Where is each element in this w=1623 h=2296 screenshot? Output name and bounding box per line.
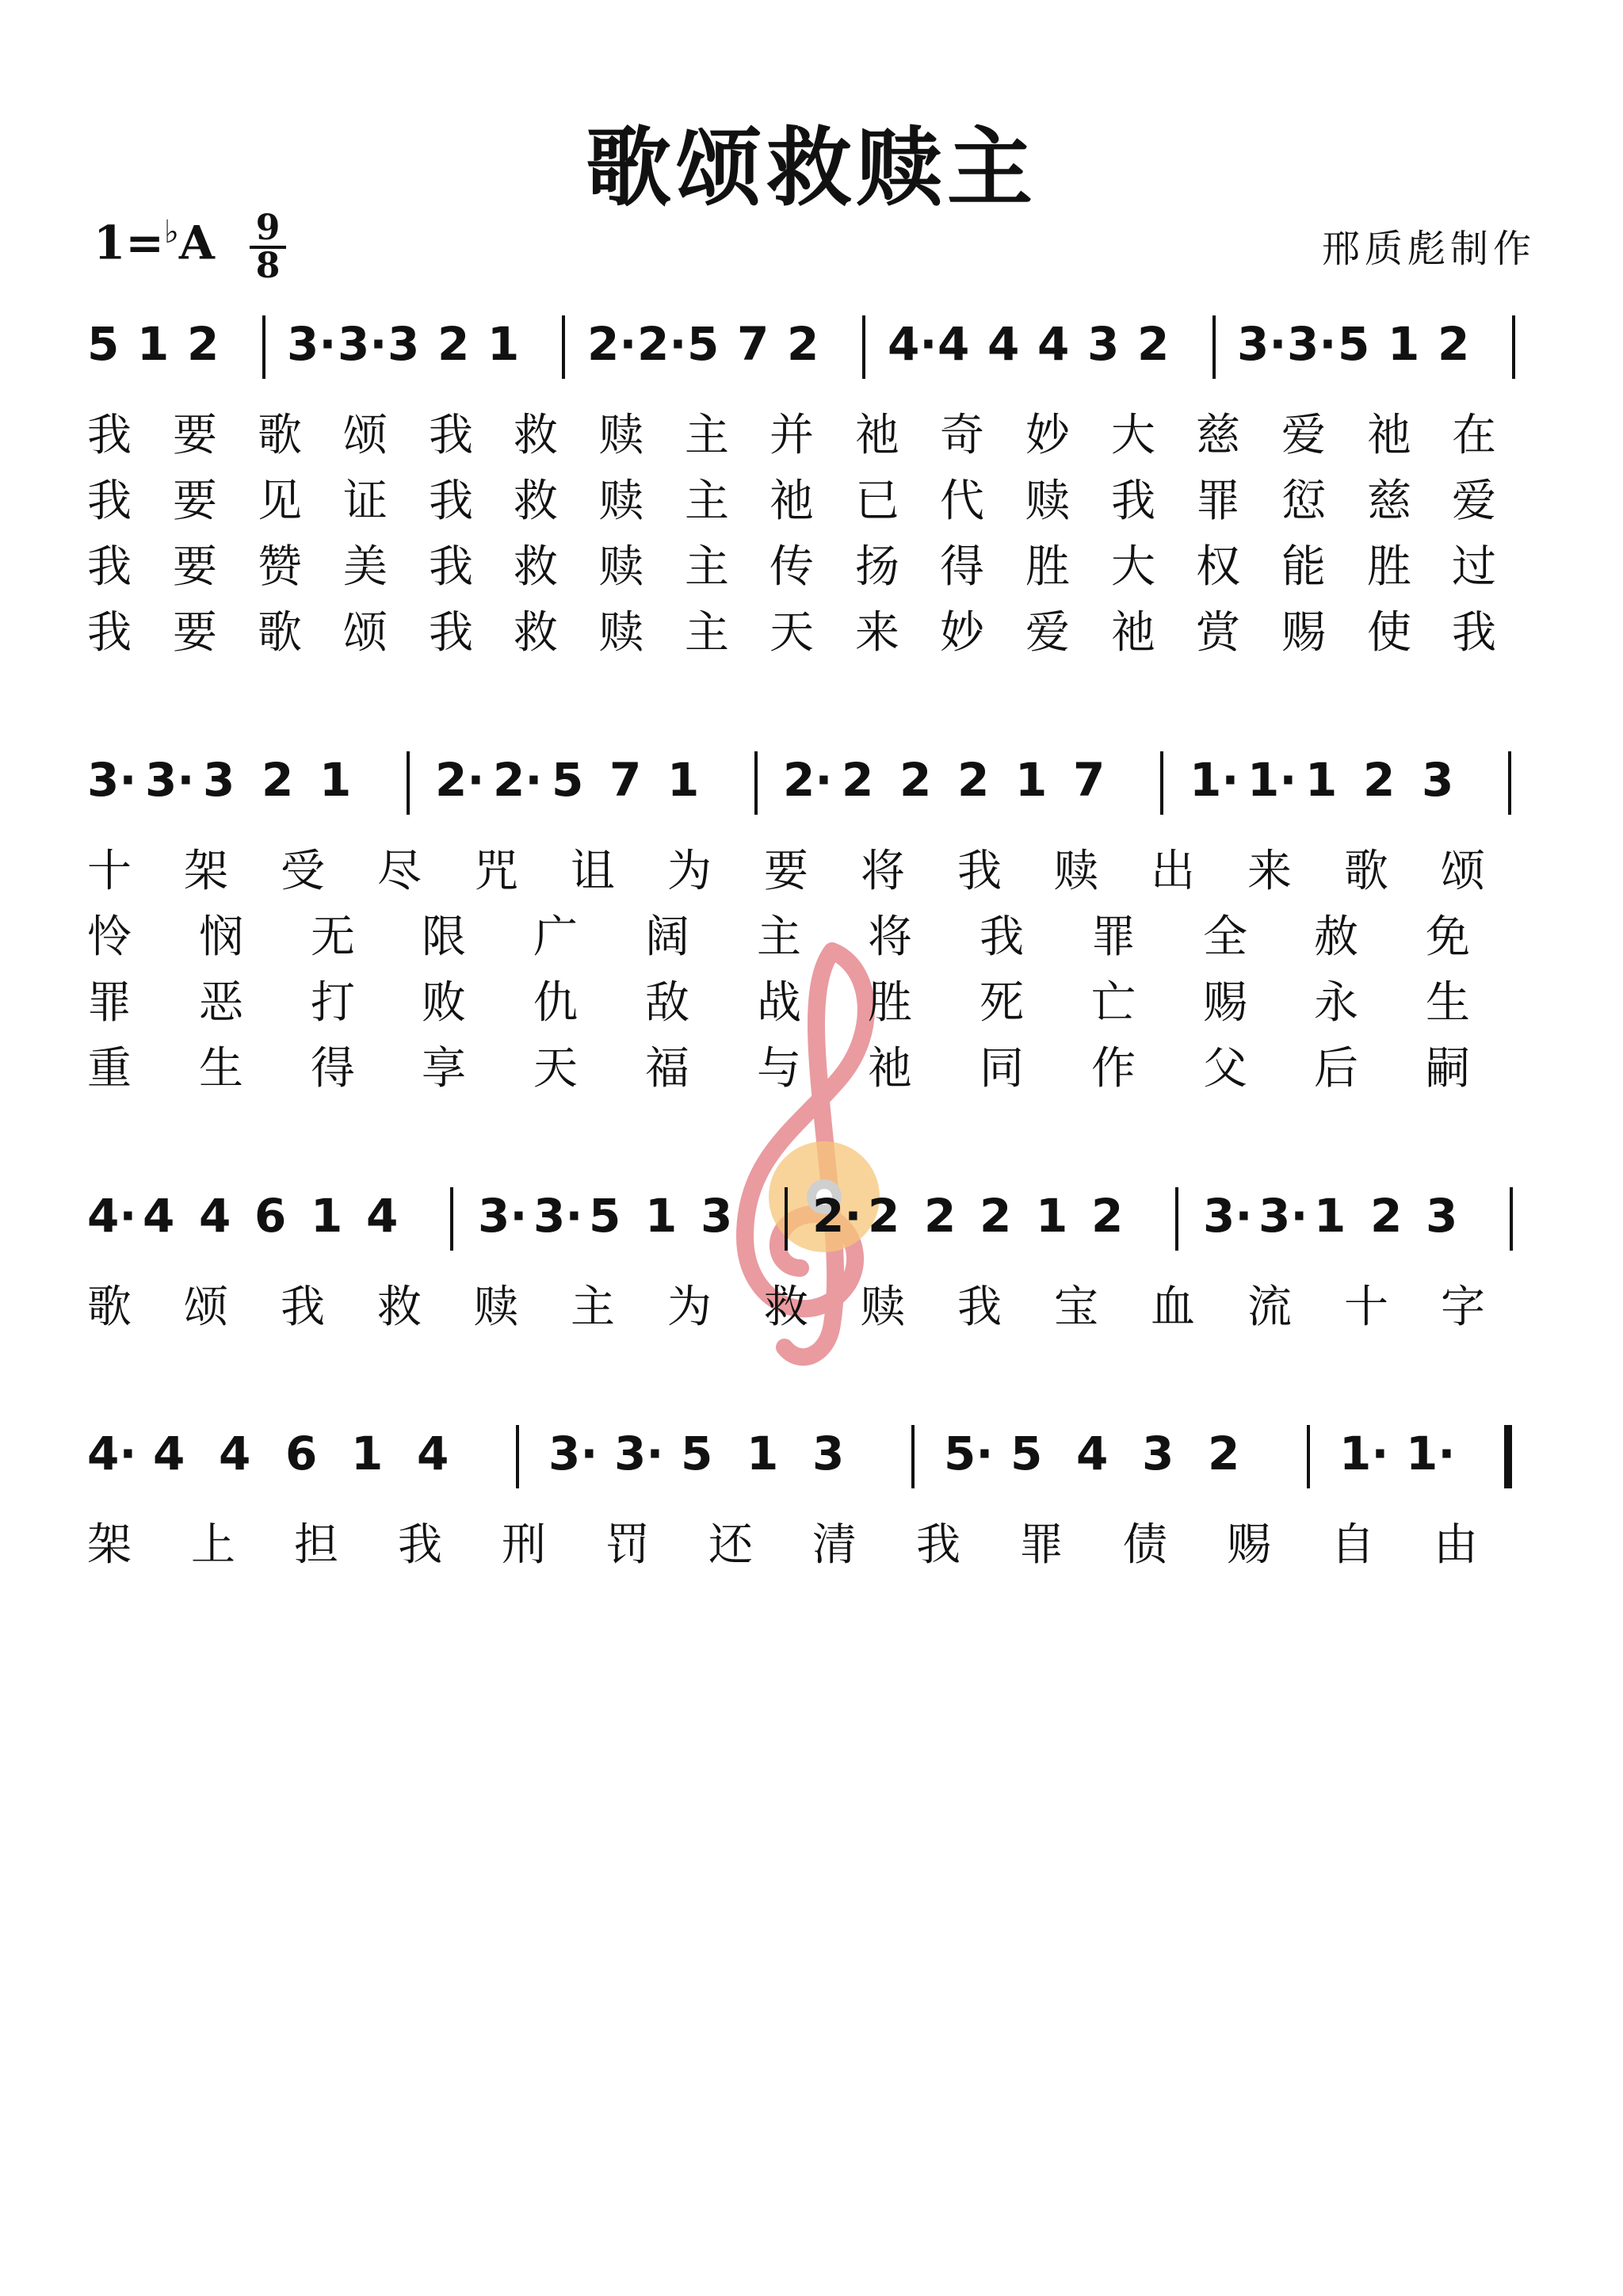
note: 5	[1338, 317, 1370, 371]
lyric-char: 由	[1434, 1519, 1478, 1571]
note: 4	[987, 317, 1020, 371]
lyric-char: 架	[87, 1519, 132, 1571]
lyric-char: 刑	[502, 1519, 546, 1571]
lyric-char: 来	[1247, 846, 1292, 897]
lyric-char: 祂	[1111, 607, 1155, 659]
lyric-char: 父	[1203, 1043, 1247, 1095]
note: 2	[1091, 1189, 1124, 1243]
lyric-char: 救	[377, 1282, 422, 1333]
lyric-char: 享	[422, 1043, 466, 1095]
lyric-char: 流	[1247, 1282, 1292, 1333]
lyric-char: 胜	[1025, 541, 1070, 593]
lyric-char: 受	[281, 846, 325, 897]
lyric-char: 十	[1344, 1282, 1388, 1333]
barline	[862, 315, 865, 379]
barline	[562, 315, 565, 379]
note: 3	[701, 1189, 733, 1243]
lyric-char: 天	[533, 1043, 578, 1095]
note: 2	[957, 753, 990, 807]
final-barline	[1504, 1425, 1512, 1488]
note: 1	[1305, 753, 1338, 807]
lyric-char: 扬	[855, 541, 899, 593]
note: 7	[609, 753, 642, 807]
note: 2·	[493, 753, 543, 807]
note: 6	[285, 1427, 318, 1480]
lyric-char: 赎	[599, 541, 643, 593]
note: 2	[1438, 317, 1470, 371]
notation-row	[87, 317, 1537, 380]
note: 2	[1363, 753, 1396, 807]
note: 2	[899, 753, 932, 807]
barline	[262, 315, 265, 379]
lyric-line-3	[87, 532, 1537, 593]
note: 2	[187, 317, 220, 371]
barline	[516, 1425, 519, 1488]
lyric-char: 我	[980, 911, 1024, 963]
lyric-char: 免	[1426, 911, 1470, 963]
lyric-line-1	[87, 836, 1537, 897]
lyric-char: 颂	[1441, 846, 1485, 897]
lyric-char: 救	[514, 607, 558, 659]
lyric-char: 后	[1314, 1043, 1358, 1095]
lyric-char: 要	[173, 607, 217, 659]
lyric-char: 在	[1452, 410, 1496, 461]
note: 5	[687, 317, 720, 371]
lyric-char: 我	[916, 1519, 960, 1571]
lyric-char: 要	[173, 541, 217, 593]
lyric-char: 妙	[1025, 410, 1070, 461]
note: 1	[319, 753, 352, 807]
note: 1	[1015, 753, 1048, 807]
lyric-char: 我	[957, 1282, 1002, 1333]
note: 4	[199, 1189, 231, 1243]
barline	[450, 1187, 453, 1251]
note: 3·	[1203, 1189, 1253, 1243]
lyric-char: 打	[311, 977, 355, 1029]
lyric-char: 赎	[1054, 846, 1098, 897]
lyric-char: 我	[87, 607, 132, 659]
note: 3	[203, 753, 235, 807]
lyric-char: 颂	[343, 607, 388, 659]
lyric-char: 赐	[1227, 1519, 1271, 1571]
lyric-char: 罪	[1019, 1519, 1064, 1571]
note: 1	[311, 1189, 343, 1243]
lyric-char: 大	[1111, 541, 1155, 593]
note: 2	[262, 753, 294, 807]
note: 6	[254, 1189, 287, 1243]
lyric-char: 祂	[855, 410, 899, 461]
lyric-char: 战	[757, 977, 801, 1029]
note: 4	[1076, 1427, 1109, 1480]
note: 3·	[145, 753, 195, 807]
lyric-char: 主	[685, 410, 729, 461]
lyric-char: 已	[855, 476, 899, 527]
note: 5·	[944, 1427, 994, 1480]
note: 3·	[1287, 317, 1337, 371]
note: 2·	[637, 317, 687, 371]
lyric-char: 字	[1441, 1282, 1485, 1333]
lyric-char: 敌	[645, 977, 689, 1029]
lyric-char: 主	[757, 911, 801, 963]
lyric-char: 歌	[258, 410, 302, 461]
lyric-char: 赎	[599, 410, 643, 461]
barline	[1307, 1425, 1310, 1488]
note: 7	[1073, 753, 1106, 807]
lyric-char: 罪	[87, 977, 132, 1029]
lyric-char: 上	[191, 1519, 235, 1571]
note: 2·	[587, 317, 637, 371]
note: 3	[812, 1427, 845, 1480]
notation-row	[87, 753, 1537, 816]
note: 3·	[548, 1427, 598, 1480]
lyric-char: 得	[940, 541, 984, 593]
note: 4	[153, 1427, 185, 1480]
note: 3·	[338, 317, 388, 371]
lyric-char: 无	[311, 911, 355, 963]
lyric-char: 广	[533, 911, 578, 963]
note: 4	[938, 317, 970, 371]
note: 1·	[1190, 753, 1239, 807]
lyric-char: 证	[343, 476, 388, 527]
lyric-char: 生	[1426, 977, 1470, 1029]
lyric-char: 爱	[1281, 410, 1326, 461]
song-title: 歌颂救赎主	[585, 118, 1037, 218]
note: 2	[1137, 317, 1170, 371]
note: 4	[219, 1427, 251, 1480]
lyric-char: 见	[258, 476, 302, 527]
lyric-char: 将	[868, 911, 912, 963]
note: 3	[1087, 317, 1120, 371]
lyric-char: 悯	[199, 911, 243, 963]
lyric-line-4	[87, 1033, 1537, 1095]
notation-row	[87, 1189, 1537, 1252]
note: 1	[667, 753, 700, 807]
lyric-char: 过	[1452, 541, 1496, 593]
barline	[754, 751, 758, 815]
note: 3·	[1258, 1189, 1308, 1243]
note: 3·	[87, 753, 137, 807]
lyric-char: 歌	[1344, 846, 1388, 897]
note: 4·	[87, 1189, 137, 1243]
lyric-char: 赏	[1196, 607, 1240, 659]
note: 4	[417, 1427, 449, 1480]
note: 1·	[1339, 1427, 1389, 1480]
lyric-char: 救	[514, 541, 558, 593]
barline	[1160, 751, 1163, 815]
note: 1	[1036, 1189, 1068, 1243]
lyric-char: 限	[422, 911, 466, 963]
time-signature: 9 8	[250, 212, 286, 282]
lyric-char: 使	[1367, 607, 1411, 659]
lyric-char: 嗣	[1426, 1043, 1470, 1095]
note: 5	[681, 1427, 713, 1480]
lyric-char: 败	[422, 977, 466, 1029]
lyric-line-3	[87, 968, 1537, 1029]
note: 3	[388, 317, 420, 371]
lyric-char: 亡	[1091, 977, 1136, 1029]
lyric-char: 我	[1452, 607, 1496, 659]
lyric-char: 我	[957, 846, 1002, 897]
note: 3·	[533, 1189, 583, 1243]
lyric-char: 血	[1151, 1282, 1195, 1333]
lyric-char: 愆	[1281, 476, 1326, 527]
lyric-line-1	[87, 1510, 1537, 1571]
lyric-char: 宝	[1054, 1282, 1098, 1333]
lyric-char: 天	[769, 607, 814, 659]
lyric-char: 我	[429, 607, 473, 659]
barline	[1512, 315, 1515, 379]
lyric-char: 作	[1091, 1043, 1136, 1095]
note: 2·	[783, 753, 833, 807]
note: 1	[1388, 317, 1420, 371]
lyric-char: 为	[667, 1282, 712, 1333]
lyric-char: 清	[812, 1519, 857, 1571]
lyric-char: 我	[87, 476, 132, 527]
lyric-char: 同	[980, 1043, 1024, 1095]
lyric-line-1	[87, 1272, 1537, 1333]
note: 1	[645, 1189, 678, 1243]
note: 5	[552, 753, 584, 807]
lyric-char: 尽	[377, 846, 422, 897]
lyric-char: 架	[184, 846, 228, 897]
note: 2	[1370, 1189, 1403, 1243]
note: 3	[1422, 753, 1454, 807]
lyric-char: 与	[757, 1043, 801, 1095]
lyric-char: 阔	[645, 911, 689, 963]
lyric-char: 我	[429, 541, 473, 593]
lyric-char: 主	[685, 607, 729, 659]
lyric-char: 罪	[1196, 476, 1240, 527]
lyric-char: 我	[429, 476, 473, 527]
note: 1	[1314, 1189, 1346, 1243]
lyric-char: 权	[1196, 541, 1240, 593]
lyric-char: 赞	[258, 541, 302, 593]
lyric-char: 全	[1203, 911, 1247, 963]
lyric-char: 要	[173, 476, 217, 527]
lyric-char: 我	[429, 410, 473, 461]
lyric-char: 慈	[1367, 476, 1411, 527]
barline	[911, 1425, 915, 1488]
lyric-char: 歌	[87, 1282, 132, 1333]
lyric-char: 祂	[769, 476, 814, 527]
lyric-char: 赎	[861, 1282, 905, 1333]
lyric-char: 传	[769, 541, 814, 593]
lyric-char: 爱	[1452, 476, 1496, 527]
lyric-char: 重	[87, 1043, 132, 1095]
note: 7	[737, 317, 769, 371]
lyric-line-1	[87, 400, 1537, 461]
note: 2	[787, 317, 819, 371]
note: 2	[1208, 1427, 1240, 1480]
note: 3·	[287, 317, 337, 371]
lyric-char: 要	[764, 846, 808, 897]
lyric-char: 我	[87, 410, 132, 461]
lyric-char: 恶	[199, 977, 243, 1029]
lyric-char: 主	[571, 1282, 615, 1333]
author-credit: 邢质彪制作	[1321, 227, 1536, 271]
lyric-char: 还	[708, 1519, 753, 1571]
lyric-char: 赦	[1314, 911, 1358, 963]
note: 4·	[87, 1427, 137, 1480]
lyric-char: 出	[1151, 846, 1195, 897]
lyric-char: 赎	[474, 1282, 518, 1333]
lyric-line-2	[87, 902, 1537, 963]
lyric-char: 我	[1111, 476, 1155, 527]
note: 4·	[888, 317, 938, 371]
lyric-char: 死	[980, 977, 1024, 1029]
barline	[785, 1187, 788, 1251]
lyric-char: 罪	[1091, 911, 1136, 963]
note: 5	[589, 1189, 621, 1243]
lyric-char: 美	[343, 541, 388, 593]
note: 3·	[478, 1189, 528, 1243]
lyric-char: 并	[769, 410, 814, 461]
lyric-char: 赐	[1281, 607, 1326, 659]
lyric-char: 福	[645, 1043, 689, 1095]
lyric-char: 生	[199, 1043, 243, 1095]
lyric-char: 永	[1314, 977, 1358, 1029]
lyric-char: 救	[764, 1282, 808, 1333]
lyric-line-4	[87, 598, 1537, 659]
note: 3	[1426, 1189, 1458, 1243]
note: 1	[137, 317, 170, 371]
lyric-char: 胜	[868, 977, 912, 1029]
lyric-char: 代	[940, 476, 984, 527]
lyric-char: 为	[667, 846, 712, 897]
note: 1·	[1247, 753, 1297, 807]
note: 1	[747, 1427, 779, 1480]
lyric-char: 罚	[605, 1519, 650, 1571]
lyric-char: 我	[398, 1519, 442, 1571]
lyric-char: 将	[861, 846, 905, 897]
lyric-char: 歌	[258, 607, 302, 659]
lyric-char: 赎	[1025, 476, 1070, 527]
lyric-char: 能	[1281, 541, 1326, 593]
lyric-char: 胜	[1367, 541, 1411, 593]
note: 3	[1142, 1427, 1174, 1480]
lyric-char: 主	[685, 541, 729, 593]
note: 1	[351, 1427, 384, 1480]
lyric-char: 爱	[1025, 607, 1070, 659]
lyric-char: 奇	[940, 410, 984, 461]
lyric-char: 救	[514, 410, 558, 461]
lyric-char: 怜	[87, 911, 132, 963]
notation-row	[87, 1427, 1537, 1490]
lyric-char: 我	[87, 541, 132, 593]
lyric-char: 祂	[868, 1043, 912, 1095]
note: 2·	[812, 1189, 862, 1243]
lyric-char: 救	[514, 476, 558, 527]
barline	[1175, 1187, 1178, 1251]
note: 3·	[614, 1427, 664, 1480]
lyric-char: 十	[87, 846, 132, 897]
lyric-char: 来	[855, 607, 899, 659]
note: 1·	[1406, 1427, 1456, 1480]
barline	[407, 751, 410, 815]
note: 4	[366, 1189, 399, 1243]
lyric-char: 赐	[1203, 977, 1247, 1029]
lyric-char: 我	[281, 1282, 325, 1333]
note: 2	[980, 1189, 1012, 1243]
note: 4	[143, 1189, 175, 1243]
lyric-char: 祂	[1367, 410, 1411, 461]
lyric-char: 慈	[1196, 410, 1240, 461]
lyric-char: 自	[1331, 1519, 1375, 1571]
note: 2	[868, 1189, 900, 1243]
lyric-line-2	[87, 466, 1537, 527]
lyric-char: 赎	[599, 607, 643, 659]
lyric-char: 咒	[474, 846, 518, 897]
note: 2	[924, 1189, 957, 1243]
lyric-char: 颂	[343, 410, 388, 461]
note: 5	[1010, 1427, 1043, 1480]
barline	[1510, 1187, 1513, 1251]
lyric-char: 要	[173, 410, 217, 461]
note: 3·	[1237, 317, 1287, 371]
key-signature: 1=♭A	[94, 214, 215, 270]
note: 2	[437, 317, 470, 371]
lyric-char: 主	[685, 476, 729, 527]
lyric-char: 诅	[571, 846, 615, 897]
barline	[1508, 751, 1511, 815]
note: 5	[87, 317, 120, 371]
note: 4	[1037, 317, 1070, 371]
lyric-char: 得	[311, 1043, 355, 1095]
lyric-char: 仇	[533, 977, 578, 1029]
barline	[1212, 315, 1216, 379]
lyric-char: 大	[1111, 410, 1155, 461]
lyric-char: 妙	[940, 607, 984, 659]
lyric-char: 颂	[184, 1282, 228, 1333]
lyric-char: 担	[294, 1519, 338, 1571]
note: 1	[487, 317, 520, 371]
lyric-char: 赎	[599, 476, 643, 527]
note: 2·	[435, 753, 485, 807]
note: 2	[842, 753, 874, 807]
lyric-char: 债	[1123, 1519, 1167, 1571]
